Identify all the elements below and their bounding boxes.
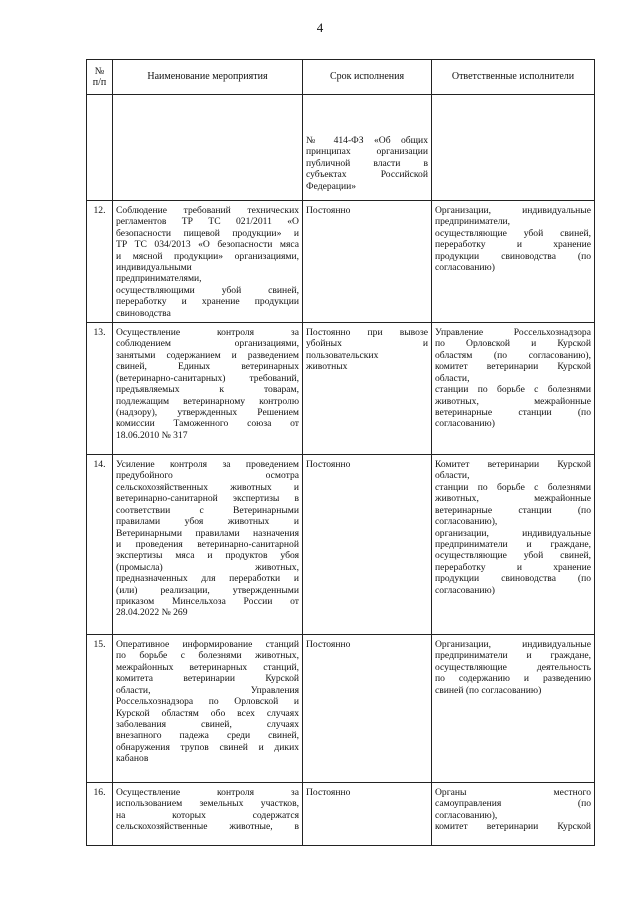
text-line: переработку и хранение [435,239,591,251]
text-line: станции по борьбе с болезнями [435,481,591,493]
text-line: Управление Россельхознадзора [435,327,591,339]
responsible-cell [432,783,595,846]
continuation-name-cell [113,95,303,201]
text-line: животных, межрайонные [435,493,591,505]
text-line: по содержанию и разведению [435,673,591,685]
text-line: продукции свиноводства (по [435,250,591,262]
text-line: комитет ветеринарии Курской [435,821,591,833]
text-line: Организации, индивидуальные [435,639,591,651]
text-line: согласованию), [435,809,498,821]
header-responsible: Ответственные исполнители [432,60,595,95]
responsible-cell [432,635,595,783]
text-line: ветеринарно-санитарной экспертизы в [116,493,299,505]
text-line: области, [435,372,470,384]
deadline-cell [303,783,432,846]
header-num: № п/п [87,60,113,95]
text-line: предприниматели и граждане, [435,650,591,662]
text-line: по борьбе с болезнями животных, [116,650,299,662]
text-line: осуществляющие деятельность [435,661,591,673]
continuation-row [87,95,595,201]
text-line: принципах организации [306,146,428,158]
text-line: Ветеринарными правилами назначения [116,527,299,539]
activity-name-cell [113,783,303,846]
text-line: экспертизы мяса и продуктов убоя [116,550,299,562]
text-line: Осуществление контроля за [116,787,299,799]
header-term: Срок исполнения [303,60,432,95]
text-line: ветеринарные станции (по [435,504,591,516]
text-line: кабанов [116,753,149,765]
text-line: № 414-ФЗ «Об общих [306,135,428,146]
row-number: 15. [87,635,113,783]
text-line: самоуправления (по [435,798,591,810]
text-line: приказом Минсельхоза России от [116,595,299,607]
text-line: переработку и хранение продукции [116,296,299,308]
text-line: предназначенных для переработки и [116,573,299,585]
table-row [87,201,595,323]
text-line: по Орловской и Курской [435,338,591,350]
text-line: ветеринарные станции (по [435,406,591,418]
text-line: Усиление контроля за проведением [116,459,299,471]
text-line: субъектах Российской [306,169,428,181]
text-line: согласованию) [435,418,495,430]
responsible-cell [432,201,595,323]
deadline-cell [303,455,432,635]
activity-name-cell [113,201,303,323]
text-line: (ветеринарно-санитарных) требований, [116,372,299,384]
text-line: подлежащим ветеринарному контролю [116,395,299,407]
text-line: 28.04.2022 № 269 [116,607,188,619]
text-line: обнаружения трупов свиней и диких [116,741,299,753]
text-line: сельскохозяйственных животных и [116,481,299,493]
table-row [87,635,595,783]
row-number: 16. [87,783,113,846]
text-line: предпринимателями, [116,273,202,285]
text-line: Оперативное информирование станций [116,639,299,651]
activity-name-cell [113,323,303,455]
text-line: области, [435,470,470,482]
text-line: свиноводства [116,307,171,319]
continuation-term-cell [303,95,432,201]
text-line: Постоянно [306,787,351,799]
text-line: Соблюдение требований технических [116,205,299,216]
text-line: Постоянно [306,205,351,216]
text-line: на которых содержатся [116,809,299,821]
text-line: убойных и [306,338,428,350]
text-line: предубойного осмотра [116,470,299,482]
activity-name-cell [113,455,303,635]
responsible-cell [432,455,595,635]
text-line: согласованию) [435,262,495,274]
text-line: предприниматели, [435,216,511,228]
text-line: (надзору), утвержденных Решением [116,406,299,418]
text-line: безопасности пищевой продукции» и [116,227,299,239]
text-line: предъявляемых к товарам, [116,384,299,396]
text-line: Постоянно [306,639,351,651]
text-line: согласованию) [435,584,495,596]
text-line: свиней (по согласованию) [435,684,542,696]
text-line: 18.06.2010 № 317 [116,429,188,441]
text-line: межрайонных ветеринарных станций, [116,661,299,673]
deadline-cell [303,201,432,323]
header-name: Наименование мероприятия [113,60,303,95]
text-line: станции по борьбе с болезнями [435,384,591,396]
text-line: и проведения ветеринарно-санитарной [116,538,299,550]
text-line: соблюдением организациями, [116,338,299,350]
continuation-num-cell [87,95,113,201]
text-line: комиссии Таможенного союза от [116,418,299,430]
text-line: областям (по согласованию), [435,349,591,361]
text-line: Организации, индивидуальные [435,205,591,216]
text-line: предприниматели и граждане, [435,538,591,550]
row-number: 12. [87,201,113,323]
text-line: животных, межрайонные [435,395,591,407]
text-line: Курской областям обо всех случаях [116,707,299,719]
text-line: Постоянно [306,459,351,471]
page-number: 4 [316,20,324,35]
text-line: области, Управления [116,684,299,696]
activity-name-cell [113,635,303,783]
table-header-row [87,60,595,95]
text-line: правилами убоя животных и [116,516,299,528]
text-line: (или) реализации, утвержденными [116,584,299,596]
text-line: комитет ветеринарии Курской [435,361,591,373]
text-line: (промысла) животных, [116,561,299,573]
responsible-cell [432,323,595,455]
text-line: согласованию), [435,516,498,528]
text-line: организации, индивидуальные [435,527,591,539]
text-line: индивидуальными [116,262,192,274]
text-line: осуществляющие убой свиней, [435,550,591,562]
text-line: животных [306,361,348,373]
text-line: ТР ТС 034/2013 «О безопасности мяса [116,239,299,251]
table-row [87,323,595,455]
text-line: Комитет ветеринарии Курской [435,459,591,471]
text-line: и мясной продукции» организациями, [116,250,299,262]
text-line: комитета ветеринарии Курской [116,673,299,685]
table-row [87,455,595,635]
row-number: 14. [87,455,113,635]
text-line: продукции свиноводства (по [435,573,591,585]
activities-table [86,59,595,846]
text-line: осуществляющими убой свиней, [116,284,299,296]
text-line: Органы местного [435,787,591,799]
continuation-resp-cell [432,95,595,201]
text-line: Россельхознадзора по Орловской и [116,696,299,708]
text-line: регламентов ТР ТС 021/2011 «О [116,216,299,228]
text-line: сельскохозяйственные животные, в [116,821,299,833]
text-line: Осуществление контроля за [116,327,299,339]
text-line: переработку и хранение [435,561,591,573]
text-line: внезапного падежа среди свиней, [116,730,299,742]
text-line: использованием земельных участков, [116,798,299,810]
deadline-cell [303,323,432,455]
text-line: занятыми содержанием и разведением [116,349,299,361]
text-line: осуществляющие убой свиней, [435,227,591,239]
table-row [87,783,595,846]
row-number: 13. [87,323,113,455]
text-line: Федерации» [306,180,357,192]
deadline-cell [303,635,432,783]
text-line: свиней, Единых ветеринарных [116,361,299,373]
text-line: Постоянно при вывозе [306,327,428,339]
text-line: пользовательских [306,349,379,361]
text-line: публичной власти в [306,157,428,169]
text-line: соответствии с Ветеринарными [116,504,299,516]
text-line: заболевания свиней, случаях [116,718,299,730]
